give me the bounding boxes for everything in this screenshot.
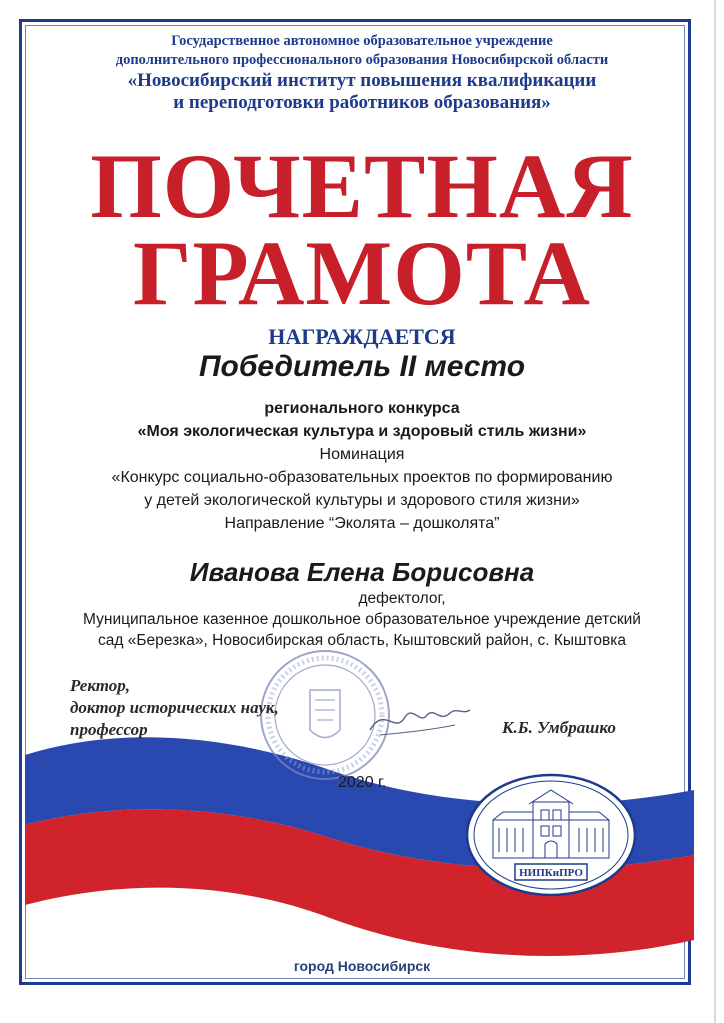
certificate-title-line-1: ПОЧЕТНАЯ — [90, 135, 634, 237]
contest-description — [30, 397, 694, 535]
certificate-title-line-2: ГРАМОТА — [132, 222, 591, 324]
signatory-title — [70, 675, 279, 741]
recipient-name: Иванова Елена Борисовна — [189, 557, 535, 587]
recipient-details — [30, 588, 694, 651]
recipient-org-line-2: сад «Березка», Новосибирская область, Кыштовский район, с. Кыштовка — [98, 632, 626, 649]
recipient-org-line-1: Муниципальное казенное дошкольное образовательное учреждение детский — [83, 611, 641, 628]
handwritten-signature — [365, 695, 475, 745]
nomination-label: Номинация — [319, 446, 405, 463]
contest-type: регионального конкурса — [264, 400, 460, 417]
winner-place: Победитель II место — [198, 350, 526, 383]
institution-line-1: Государственное автономное образовательное учреждение — [171, 33, 553, 49]
signatory-name: К.Б. Умбрашко — [502, 718, 616, 737]
recipient-position: дефектолог, — [358, 590, 446, 607]
institution-header — [30, 32, 694, 114]
signatory-title-line-3: профессор — [70, 720, 148, 739]
signatory-title-line-1: Ректор, — [70, 676, 130, 695]
issue-year: 2020 г. — [338, 774, 387, 791]
institution-line-3: «Новосибирский институт повышения квалификации — [127, 70, 597, 91]
awarded-label: НАГРАЖДАЕТСЯ — [268, 324, 456, 349]
city-footer: город Новосибирск — [293, 958, 431, 974]
contest-name: «Моя экологическая культура и здоровый стиль жизни» — [137, 423, 587, 440]
institution-line-4: и переподготовки работников образования» — [173, 92, 551, 113]
emblem-text: НИПКиПРО — [519, 867, 583, 879]
institution-line-2: дополнительного профессионального образования Новосибирской области — [115, 52, 609, 68]
institute-emblem — [463, 770, 639, 900]
nomination-line-2: у детей экологической культуры и здорового стиля жизни» — [144, 492, 580, 509]
nomination-line-1: «Конкурс социально-образовательных проектов по формированию — [111, 469, 613, 486]
direction: Направление “Эколята – дошколята” — [224, 515, 500, 532]
signatory-title-line-2: доктор исторических наук, — [70, 698, 279, 717]
